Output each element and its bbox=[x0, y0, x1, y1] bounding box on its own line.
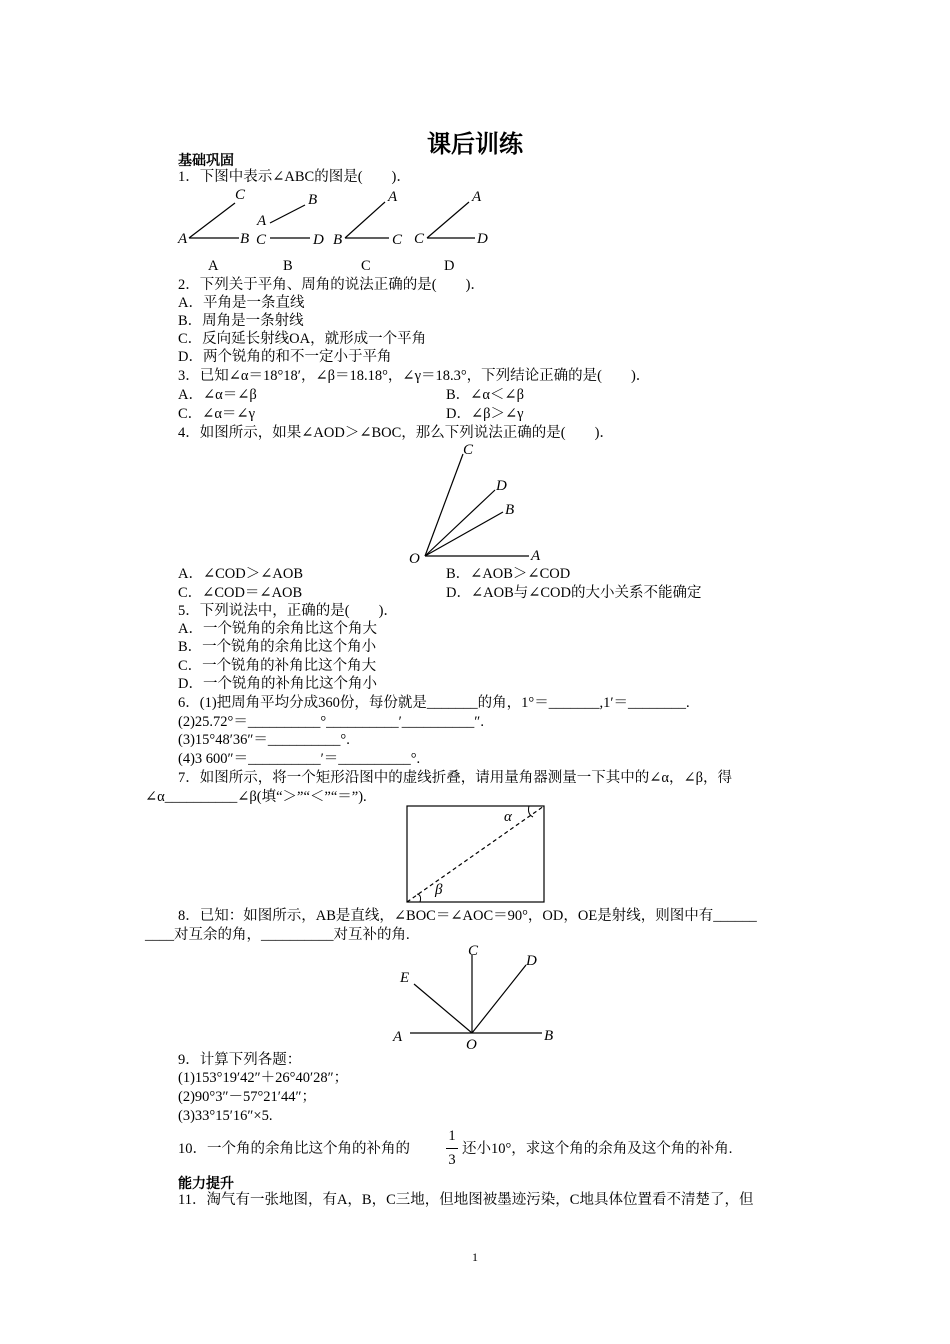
q1-caption-c: C bbox=[361, 258, 371, 274]
q5-stem: 5．下列说法中，正确的是( )． bbox=[178, 603, 398, 619]
q8-label-e: E bbox=[400, 970, 410, 986]
q3-option-a: A．∠α＝∠β bbox=[178, 387, 257, 403]
q3-option-c: C．∠α＝∠γ bbox=[178, 406, 255, 422]
q9-item-2: (2)90°3″－57°21′44″； bbox=[178, 1089, 317, 1105]
q4-figure bbox=[405, 440, 555, 565]
q1c-label-b: B bbox=[333, 232, 343, 248]
q1a-label-b: B bbox=[240, 231, 250, 247]
q5-option-b: B．一个锐角的余角比这个角小 bbox=[178, 639, 377, 655]
q3-option-d: D．∠β＞∠γ bbox=[446, 406, 524, 422]
q1c-label-a: A bbox=[388, 189, 398, 205]
q3-stem: 3．已知∠α＝18°18′，∠β＝18.18°，∠γ＝18.3°，下列结论正确的是( )． bbox=[178, 368, 651, 384]
q10-text-after: 还小10°，求这个角的余角及这个角的补角. bbox=[462, 1141, 733, 1157]
q8-label-d: D bbox=[526, 953, 537, 969]
q8-label-o: O bbox=[466, 1037, 477, 1053]
q5-option-a: A．一个锐角的余角比这个角大 bbox=[178, 621, 377, 637]
q9-item-1: (1)153°19′42″＋26°40′28″； bbox=[178, 1070, 349, 1086]
q1b-label-d: D bbox=[313, 232, 324, 248]
q1b-label-c: C bbox=[256, 232, 267, 248]
q9-item-3: (3)33°15′16″×5. bbox=[178, 1108, 273, 1124]
q4-label-b: B bbox=[505, 502, 515, 518]
q2-option-d: D．两个锐角的和不一定小于平角 bbox=[178, 349, 392, 365]
q5-option-d: D．一个锐角的补角比这个角小 bbox=[178, 676, 377, 692]
q1-figure bbox=[175, 185, 505, 248]
q1-caption-b: B bbox=[283, 258, 293, 274]
q1d-label-a: A bbox=[472, 189, 482, 205]
q9-stem: 9．计算下列各题： bbox=[178, 1052, 302, 1068]
q2-option-a: A．平角是一条直线 bbox=[178, 295, 305, 311]
q1-caption-d: D bbox=[444, 258, 455, 274]
q1c-label-c: C bbox=[392, 232, 403, 248]
q4-option-c: C．∠COD＝∠AOB bbox=[178, 585, 303, 601]
q4-stem: 4．如图所示，如果∠AOD＞∠BOC，那么下列说法正确的是( )． bbox=[178, 425, 614, 441]
q8-line-2: ____对互余的角，__________对互补的角. bbox=[145, 927, 410, 943]
q1-caption-a: A bbox=[208, 258, 219, 274]
q8-figure bbox=[390, 940, 570, 1055]
q1d-label-d: D bbox=[477, 231, 488, 247]
q4-option-d: D．∠AOB与∠COD的大小关系不能确定 bbox=[446, 585, 702, 601]
q8-label-c: C bbox=[468, 943, 479, 959]
q11-line-1: 11．淘气有一张地图，有A，B，C三地，但地图被墨迹污染，C地具体位置看不清楚了，但 bbox=[178, 1192, 754, 1208]
q4-option-b: B．∠AOB＞∠COD bbox=[446, 566, 571, 582]
q7-label-alpha: α bbox=[504, 809, 512, 825]
q6-line-4: (4)3 600″＝__________′＝__________°. bbox=[178, 751, 421, 767]
q4-label-a: A bbox=[531, 548, 541, 564]
q10-text-before: 10．一个角的余角比这个角的补角的 bbox=[178, 1141, 410, 1157]
section-heading-basic: 基础巩固 bbox=[178, 153, 234, 169]
page-title: 课后训练 bbox=[427, 130, 523, 158]
q7-line-1: 7．如图所示，将一个矩形沿图中的虚线折叠，请用量角器测量一下其中的∠α，∠β，得 bbox=[178, 770, 733, 786]
q1-stem: 1．下图中表示∠ABC的图是( )． bbox=[178, 169, 411, 185]
q4-label-o: O bbox=[409, 551, 420, 567]
q2-stem: 2．下列关于平角、周角的说法正确的是( )． bbox=[178, 277, 485, 293]
q7-figure bbox=[406, 805, 546, 905]
q1b-label-a: A bbox=[257, 213, 267, 229]
q6-line-3: (3)15°48′36″＝__________°. bbox=[178, 732, 350, 748]
q10-fraction-numerator: 1 bbox=[448, 1128, 456, 1144]
q8-label-a: A bbox=[393, 1029, 403, 1045]
q1d-label-c: C bbox=[414, 231, 425, 247]
q6-line-2: (2)25.72°＝__________°__________′__________″. bbox=[178, 714, 484, 730]
q10-fraction-denominator: 3 bbox=[448, 1152, 456, 1168]
q1b-label-b: B bbox=[308, 192, 318, 208]
q4-label-d: D bbox=[496, 478, 507, 494]
q4-label-c: C bbox=[463, 442, 474, 458]
q8-label-b: B bbox=[544, 1028, 554, 1044]
q1a-label-a: A bbox=[178, 231, 188, 247]
q4-option-a: A．∠COD＞∠AOB bbox=[178, 566, 303, 582]
q1a-label-c: C bbox=[235, 187, 246, 203]
q7-line-2: ∠α__________∠β(填“＞”“＜”“＝”). bbox=[145, 789, 367, 805]
q7-label-beta: β bbox=[435, 882, 443, 898]
q2-option-c: C．反向延长射线OA，就形成一个平角 bbox=[178, 331, 427, 347]
q10-fraction-bar bbox=[446, 1148, 458, 1149]
q3-option-b: B．∠α＜∠β bbox=[446, 387, 524, 403]
q6-line-1: 6．(1)把周角平均分成360份，每份就是_______的角，1°＝_______,1′＝________. bbox=[178, 695, 690, 711]
section-heading-advanced: 能力提升 bbox=[178, 1176, 234, 1192]
q5-option-c: C．一个锐角的补角比这个角大 bbox=[178, 658, 377, 674]
q2-option-b: B．周角是一条射线 bbox=[178, 313, 304, 329]
q8-line-1: 8．已知：如图所示，AB是直线，∠BOC＝∠AOC＝90°，OD，OE是射线，则图中有______ bbox=[178, 908, 757, 924]
page-number: 1 bbox=[472, 1250, 478, 1264]
